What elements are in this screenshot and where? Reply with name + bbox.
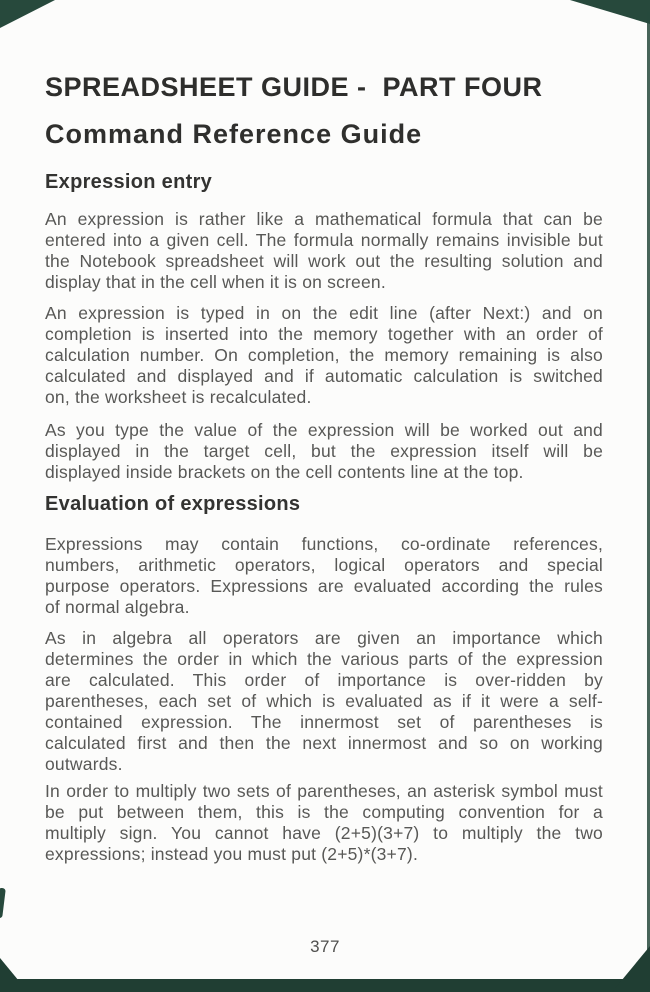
- page-title: SPREADSHEET GUIDE - PART FOUR: [45, 72, 543, 102]
- scan-edge-top-right: [570, 0, 650, 24]
- text-line: display that in the cell when it is on screen.: [45, 272, 386, 292]
- text-line: As you type the value of the expression will be worked out and: [45, 420, 603, 440]
- scan-edge-top-left: [0, 0, 55, 28]
- text-line: displayed in the target cell, but the expression itself will be: [45, 441, 603, 461]
- paragraph: [45, 534, 603, 618]
- text-line: Expressions may contain functions, co-ordinate references,: [45, 534, 603, 554]
- scan-edge-bottom-left: [0, 958, 28, 992]
- text-line: determines the order in which the various parts of the expression: [45, 649, 603, 669]
- page-number: 377: [310, 937, 340, 956]
- text-line: are calculated. This order of importance is over-ridden by: [45, 670, 603, 690]
- section-expression-entry: [45, 170, 603, 483]
- text-line: An expression is typed in on the edit line (after Next:) and on: [45, 303, 603, 323]
- text-line: completion is inserted into the memory together with an order of: [45, 324, 603, 344]
- section-heading-evaluation-of-expressions: Evaluation of expressions: [45, 493, 301, 515]
- paragraph: [45, 420, 603, 483]
- text-line: parentheses, each set of which is evaluated as if it were a self-: [45, 691, 603, 711]
- text-line: entered into a given cell. The formula normally remains invisible but: [45, 230, 603, 250]
- text-line: multiply sign. You cannot have (2+5)(3+7) to multiply the two: [45, 823, 603, 843]
- scan-edge-left: [0, 888, 6, 919]
- section-heading-expression-entry: Expression entry: [45, 171, 213, 193]
- paragraph: [45, 209, 603, 293]
- text-line: purpose operators. Expressions are evaluated according the rules: [45, 576, 603, 596]
- text-line: As in algebra all operators are given an importance which: [45, 628, 603, 648]
- text-line: on, the worksheet is recalculated.: [45, 387, 312, 407]
- section-evaluation-of-expressions: [45, 492, 603, 865]
- text-line: calculated first and then the next innermost and so on working: [45, 733, 603, 753]
- text-line: expressions; instead you must put (2+5)*(3+7).: [45, 844, 418, 864]
- text-line: the Notebook spreadsheet will work out the resulting solution and: [45, 251, 603, 271]
- text-line: be put between them, this is the computing convention for a: [45, 802, 603, 822]
- text-line: outwards.: [45, 754, 123, 774]
- text-line: numbers, arithmetic operators, logical operators and special: [45, 555, 603, 575]
- text-line: In order to multiply two sets of parentheses, an asterisk symbol must: [45, 781, 603, 801]
- text-line: of normal algebra.: [45, 597, 190, 617]
- scan-edge-bottom: [0, 979, 650, 992]
- page-content: [45, 73, 603, 865]
- text-line: displayed inside brackets on the cell contents line at the top.: [45, 462, 524, 482]
- paragraph: [45, 781, 603, 865]
- text-line: calculation number. On completion, the memory remaining is also: [45, 345, 603, 365]
- text-line: calculated and displayed and if automatic calculation is switched: [45, 366, 603, 386]
- paragraph: [45, 303, 603, 408]
- text-line: contained expression. The innermost set of parentheses is: [45, 712, 603, 732]
- paragraph: [45, 628, 603, 775]
- page-subtitle: Command Reference Guide: [45, 119, 423, 149]
- text-line: An expression is rather like a mathematical formula that can be: [45, 209, 603, 229]
